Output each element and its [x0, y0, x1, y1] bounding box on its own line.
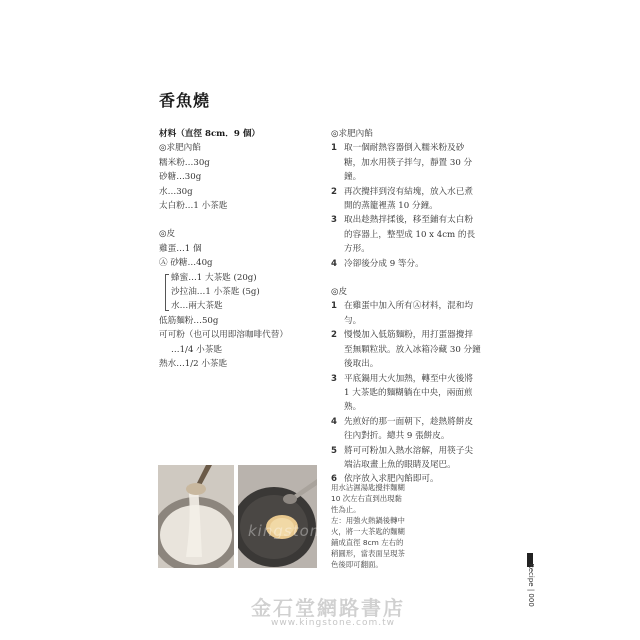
steps-column [331, 127, 481, 487]
ingredient-item: 水…兩大茶匙 [171, 301, 223, 312]
ingredient-item: 水…30g [159, 186, 193, 197]
step [331, 328, 481, 371]
skin-header: ◎皮 [159, 229, 176, 240]
step-text: 再次攪拌到沒有結塊，放入水已煮開的蒸籠裡蒸 10 分鐘。 [344, 186, 473, 212]
store-watermark-url: www.kingstone.com.tw [270, 618, 396, 628]
ingredient-item: 沙拉油…1 小茶匙 (5g) [171, 287, 260, 298]
step [331, 213, 481, 256]
caption-paragraph: 左：用強火熱鍋後轉中火，將一大茶匙的麵糊鋪成直徑 8cm 左右的稍圓形，當表面呈現茶色後即可翻面。 [331, 516, 405, 569]
ingredient-item: 蜂蜜…1 大茶匙 (20g) [171, 272, 257, 283]
step-text: 依序放入求肥內餡即可。 [344, 474, 439, 485]
step-number: 2 [331, 186, 337, 197]
step-number: 4 [331, 416, 337, 427]
ingredient-item: …1/4 小茶匙 [171, 344, 222, 355]
ingredient-item: 糯米粉…30g [159, 157, 210, 168]
ingredient-item: 熱水…1/2 小茶匙 [159, 359, 228, 370]
step-number: 1 [331, 143, 337, 154]
step [331, 372, 481, 415]
step-number: 4 [331, 258, 337, 269]
step-text: 冷卻後分成 9 等分。 [344, 258, 424, 269]
side-tab [523, 553, 537, 611]
caption-paragraph: 用水沾濕湯匙攪拌麵糊 10 次左右直到出現黏性為止。 [331, 483, 405, 514]
step [331, 444, 481, 473]
step [331, 185, 481, 214]
step-number: 3 [331, 373, 337, 384]
group-a-bracket [165, 274, 169, 311]
step-number: 2 [331, 330, 337, 341]
filling-steps-header: ◎求肥內餡 [331, 129, 373, 139]
step-number: 6 [331, 474, 337, 485]
group-a [159, 256, 319, 314]
step-text: 取出趁熱拌揉後，移至鋪有太白粉的容器上，整型成 10 x 4cm 的長方形。 [344, 215, 476, 255]
step-text: 先煎好的那一面朝下，趁熱將餅皮往內對折。總共 9 張餅皮。 [344, 416, 473, 442]
ingredient-item: 可可粉（也可以用即溶咖啡代替） [159, 330, 288, 341]
step [331, 141, 481, 184]
ingredient-item: 雞蛋…1 個 [159, 243, 202, 254]
ingredient-item: 太白粉…1 小茶匙 [159, 201, 228, 212]
step-number: 3 [331, 215, 337, 226]
ingredient-item: 低筋麵粉…50g [159, 315, 219, 326]
pancake-pan-photo [238, 465, 317, 568]
batter-bowl-photo [158, 465, 234, 568]
photo-watermark: kingstone [248, 522, 331, 540]
ingredients-column [159, 127, 319, 372]
store-watermark: 金石堂網路書店 [251, 596, 405, 620]
step [331, 415, 481, 444]
step-text: 慢慢加入低筋麵粉，用打蛋器攪拌至無顆粒狀。放入冰箱冷藏 30 分鐘後取出。 [344, 330, 481, 370]
step [331, 257, 481, 271]
step-number: 5 [331, 445, 337, 456]
page-title: 香魚燒 [159, 91, 211, 110]
step [331, 299, 481, 328]
step-text: 取一個耐熱容器倒入糯米粉及砂糖，加水用筷子拌勻，靜置 30 分鐘。 [344, 143, 473, 183]
step-text: 平底鍋用大火加熱，轉至中火後將 1 大茶匙的麵糊躺在中央，兩面煎熟。 [344, 373, 473, 413]
step-text: 將可可粉加入熱水溶解，用筷子尖端沾取畫上魚的眼睛及尾巴。 [344, 445, 473, 470]
step-text: 在雞蛋中加入所有Ⓐ材料，混和均勻。 [344, 301, 473, 326]
filling-header: ◎求肥內餡 [159, 143, 201, 154]
photo-caption [331, 482, 409, 570]
group-a-label: Ⓐ 砂糖…40g [159, 258, 213, 269]
step-number: 1 [331, 301, 337, 312]
skin-steps-header: ◎皮 [331, 287, 348, 298]
tab-label: Recipe | 000 [527, 563, 535, 607]
materials-title: 材料（直徑 8cm．9 個） [159, 129, 261, 139]
ingredient-item: 砂糖…30g [159, 172, 202, 183]
